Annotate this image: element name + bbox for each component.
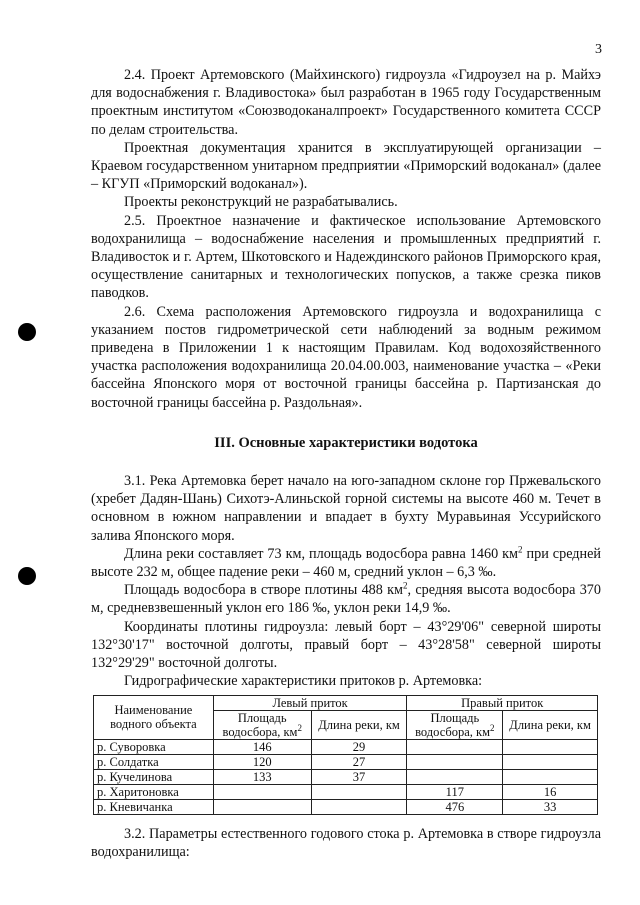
cell-left-area: 146 — [213, 739, 311, 754]
header-left-area — [213, 710, 311, 739]
header-right-length: Длина реки, км — [503, 710, 598, 739]
paragraph-river-length — [91, 545, 601, 581]
page-number: 3 — [595, 42, 602, 57]
cell-right-area — [407, 754, 503, 769]
paragraph-catchment-area — [91, 581, 601, 617]
cell-left-area — [213, 799, 311, 814]
paragraph-dam-coordinates: Координаты плотины гидроузла: левый борт – 43°29'06" северной широты 132°30'17" восточной долготы, правый борт – 43°28'58" северной широты 132°29'29" восточной долготы. — [91, 618, 601, 672]
river-length-text-cont: при средней высоте 232 м, общее падение реки – 460 м, средний уклон – 6,3 ‰. — [91, 545, 602, 581]
cell-name: р. Солдатка — [94, 754, 214, 769]
paragraph-3-1: 3.1. Река Артемовка берет начало на юго-западном склоне гор Пржевальского (хребет Дадян-Шань) Сихотэ-Алиньской горной системы на высоте 460 м. Течет в основном в южном направлении и впадает в бухту Муравьиная Уссурийского залива Японского моря. — [91, 473, 601, 544]
cell-left-length — [311, 784, 407, 799]
cell-left-length: 37 — [311, 769, 407, 784]
paragraph-2-5: 2.5. Проектное назначение и фактическое использование Артемовского водохранилища – водоснабжение населения и промышленных предприятий г. Владивосток и г. Артем, Шкотовского и Надеждинского районов Приморского края, осуществление санитарных и технологических попусков, а также срезка пиков паводков. — [91, 212, 601, 302]
cell-name: р. Кневичанка — [94, 799, 214, 814]
cell-right-length — [503, 769, 598, 784]
cell-left-length: 29 — [311, 739, 407, 754]
paragraph-2-4-documentation: Проектная документация хранится в эксплуатирующей организации – Краевом государственном унитарном предприятии «Приморский водоканал» (далее – КГУП «Приморский водоканал»). — [91, 139, 601, 193]
cell-right-length — [503, 739, 598, 754]
table-row — [94, 739, 598, 754]
cell-right-area — [407, 769, 503, 784]
cell-left-area — [213, 784, 311, 799]
tributaries-table — [93, 695, 598, 815]
cell-name: р. Кучелинова — [94, 769, 214, 784]
table-row — [94, 784, 598, 799]
superscript: 2 — [403, 580, 408, 591]
cell-name: р. Суворовка — [94, 739, 214, 754]
cell-right-length — [503, 754, 598, 769]
cell-right-length: 33 — [503, 799, 598, 814]
paragraph-3-2: 3.2. Параметры естественного годового стока р. Артемовка в створе гидроузла водохранилища: — [91, 825, 601, 860]
cell-right-area: 117 — [407, 784, 503, 799]
superscript: 2 — [518, 544, 523, 555]
cell-left-length: 27 — [311, 754, 407, 769]
cell-right-area — [407, 739, 503, 754]
superscript: 2 — [297, 722, 302, 733]
cell-name: р. Харитоновка — [94, 784, 214, 799]
header-right-tributary: Правый приток — [407, 695, 598, 710]
cell-left-area: 120 — [213, 754, 311, 769]
document-body — [91, 66, 601, 861]
header-water-body: Наименование водного объекта — [94, 695, 214, 739]
cell-right-area: 476 — [407, 799, 503, 814]
header-right-area — [407, 710, 503, 739]
catchment-area-text: Площадь водосбора в створе плотины 488 км — [124, 582, 403, 599]
binder-hole-top — [18, 323, 36, 341]
superscript: 2 — [490, 722, 495, 733]
table-caption: Гидрографические характеристики притоков р. Артемовка: — [124, 673, 483, 690]
cell-right-length: 16 — [503, 784, 598, 799]
table-row — [94, 769, 598, 784]
section-heading-3: III. Основные характеристики водотока — [214, 434, 478, 451]
cell-left-area: 133 — [213, 769, 311, 784]
paragraph-2-4-reconstruction: Проекты реконструкций не разрабатывались. — [124, 194, 398, 211]
area-label: Площадь водосбора, км — [415, 710, 491, 739]
header-left-tributary: Левый приток — [213, 695, 407, 710]
paragraph-2-6: 2.6. Схема расположения Артемовского гидроузла и водохранилища с указанием постов гидрометрической сети наблюдений за водным режимом приведена в Приложении 1 к настоящим Правилам. Код водохозяйственного участка расположения водохранилища 20.04.00.003, наименование участка – «Реки бассейна Японского моря от восточной границы бассейна р. Партизанская до восточной границы бассейна р. Раздольная». — [91, 303, 601, 411]
table-row — [94, 754, 598, 769]
header-left-length: Длина реки, км — [311, 710, 407, 739]
binder-hole-bottom — [18, 567, 36, 585]
catchment-area-text-cont: , средняя высота водосбора 370 м, средневзвешенный уклон его 186 ‰, уклон реки 14,9 ‰. — [91, 582, 601, 617]
paragraph-2-4: 2.4. Проект Артемовского (Майхинского) гидроузла «Гидроузел на р. Майхэ для водоснабжения г. Владивостока» был разработан в 1965 году Государственным проектным институтом «Союзводоканалпроект» Государственного комитета СССР по делам строительства. — [91, 67, 601, 138]
area-label: Площадь водосбора, км — [222, 710, 298, 739]
table-row — [94, 799, 598, 814]
river-length-text: Длина реки составляет 73 км, площадь водосбора равна 1460 км — [124, 545, 519, 562]
cell-left-length — [311, 799, 407, 814]
